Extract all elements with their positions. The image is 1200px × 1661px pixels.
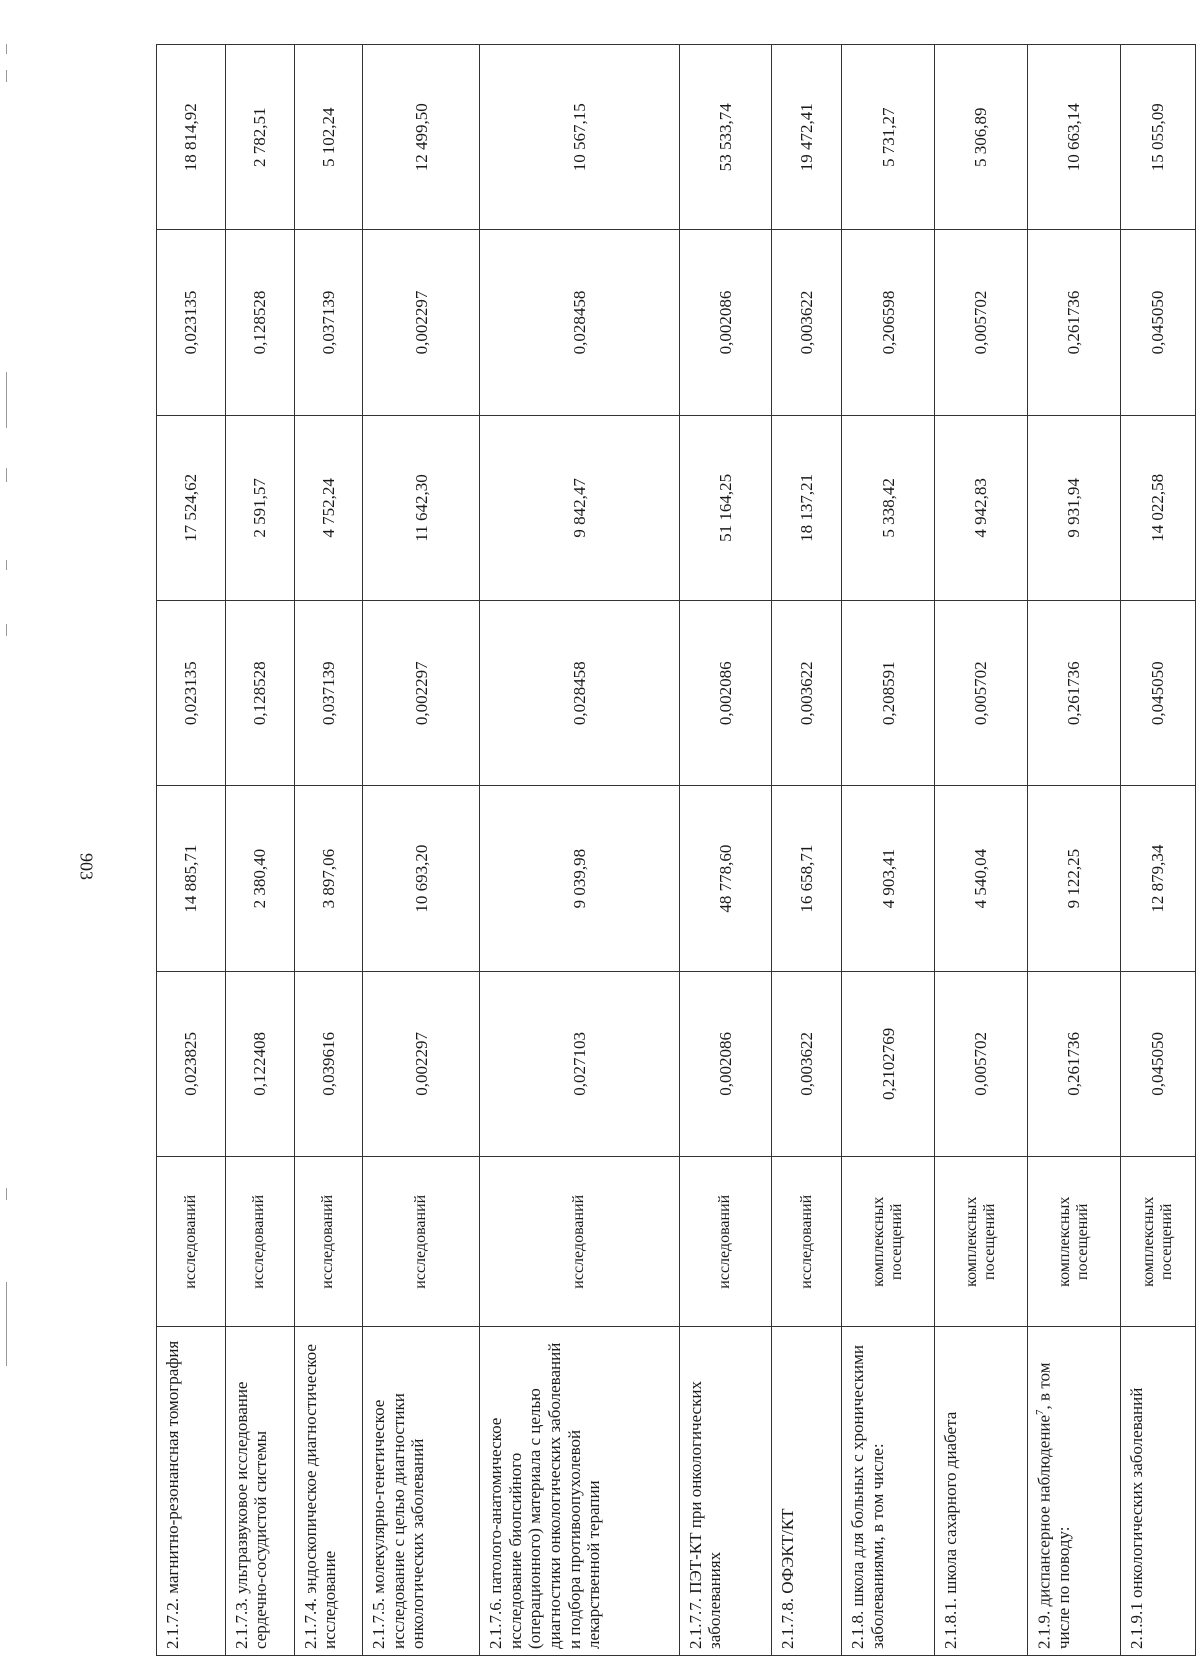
value-cell: 0,037139 xyxy=(294,230,363,415)
table-row xyxy=(1121,45,1196,1656)
row-unit: комплексных посещений xyxy=(935,1157,1028,1327)
table-row xyxy=(679,45,772,1656)
value-cell: 5 338,42 xyxy=(842,415,935,600)
value-cell: 2 782,51 xyxy=(225,45,294,230)
value-cell: 0,003622 xyxy=(772,971,842,1156)
row-name: 2.1.8.1. школа сахарного диабета xyxy=(935,1327,1028,1656)
value-cell: 0,261736 xyxy=(1028,230,1121,415)
value-cell: 0,005702 xyxy=(935,971,1028,1156)
value-cell: 0,002297 xyxy=(363,971,480,1156)
table-row xyxy=(294,45,363,1656)
row-name: 2.1.7.2. магнитно-резонансная томография xyxy=(157,1327,226,1656)
value-cell: 0,023825 xyxy=(157,971,226,1156)
value-cell: 10 693,20 xyxy=(363,786,480,971)
value-cell: 12 879,34 xyxy=(1121,786,1196,971)
value-cell: 14 022,58 xyxy=(1121,415,1196,600)
value-cell: 5 731,27 xyxy=(842,45,935,230)
value-cell: 48 778,60 xyxy=(679,786,772,971)
row-name: 2.1.7.5. молекулярно-генетическое исследование с целью диагностики онкологических заболеваний xyxy=(363,1327,480,1656)
value-cell: 53 533,74 xyxy=(679,45,772,230)
row-name xyxy=(1028,1327,1121,1656)
value-cell: 0,027103 xyxy=(480,971,679,1156)
row-name: 2.1.9.1 онкологических заболеваний xyxy=(1121,1327,1196,1656)
table-wrapper xyxy=(156,44,1196,1656)
value-cell: 0,002297 xyxy=(363,230,480,415)
value-cell: 17 524,62 xyxy=(157,415,226,600)
table-row xyxy=(1028,45,1121,1656)
value-cell: 0,122408 xyxy=(225,971,294,1156)
value-cell: 0,003622 xyxy=(772,230,842,415)
row-name: 2.1.7.6. патолого-анатомическое исследование биопсийного (операционного) материала с целью диагностики онкологических заболеваний и подбора противоопухолевой лекарственной терапии xyxy=(480,1327,679,1656)
value-cell: 0,003622 xyxy=(772,601,842,786)
value-cell: 4 752,24 xyxy=(294,415,363,600)
value-cell: 11 642,30 xyxy=(363,415,480,600)
value-cell: 4 942,83 xyxy=(935,415,1028,600)
value-cell: 9 039,98 xyxy=(480,786,679,971)
row-unit: исследований xyxy=(294,1157,363,1327)
row-name: 2.1.7.8. ОФЭКТ/КТ xyxy=(772,1327,842,1656)
value-cell: 0,005702 xyxy=(935,230,1028,415)
value-cell: 5 306,89 xyxy=(935,45,1028,230)
value-cell: 5 102,24 xyxy=(294,45,363,230)
value-cell: 4 540,04 xyxy=(935,786,1028,971)
row-name: 2.1.8. школа для больных с хроническими заболеваниями, в том числе: xyxy=(842,1327,935,1656)
value-cell: 0,037139 xyxy=(294,601,363,786)
row-name: 2.1.7.7. ПЭТ-КТ при онкологических заболеваниях xyxy=(679,1327,772,1656)
value-cell: 18 137,21 xyxy=(772,415,842,600)
row-unit: исследований xyxy=(679,1157,772,1327)
value-cell: 0,261736 xyxy=(1028,971,1121,1156)
row-name: 2.1.7.4. эндоскопическое диагностическое исследование xyxy=(294,1327,363,1656)
row-name-text: , в том числе по поводу: xyxy=(1034,1362,1074,1649)
table-row xyxy=(363,45,480,1656)
value-cell: 0,002086 xyxy=(679,971,772,1156)
value-cell: 0,208591 xyxy=(842,601,935,786)
value-cell: 0,045050 xyxy=(1121,230,1196,415)
row-unit: комплексных посещений xyxy=(1121,1157,1196,1327)
row-unit: комплексных посещений xyxy=(842,1157,935,1327)
value-cell: 0,005702 xyxy=(935,601,1028,786)
value-cell: 0,045050 xyxy=(1121,971,1196,1156)
rotated-table-container xyxy=(156,44,1196,1656)
value-cell: 0,002086 xyxy=(679,601,772,786)
value-cell: 0,2102769 xyxy=(842,971,935,1156)
value-cell: 18 814,92 xyxy=(157,45,226,230)
table-row xyxy=(842,45,935,1656)
row-name-text: 2.1.9. диспансерное наблюдение xyxy=(1034,1414,1054,1649)
page-number: 903 xyxy=(76,853,97,880)
row-unit: исследований xyxy=(157,1157,226,1327)
value-cell: 9 931,94 xyxy=(1028,415,1121,600)
table-row xyxy=(157,45,226,1656)
scan-margin-marks xyxy=(6,0,9,1661)
row-unit: комплексных посещений xyxy=(1028,1157,1121,1327)
value-cell: 0,002297 xyxy=(363,601,480,786)
row-unit: исследований xyxy=(480,1157,679,1327)
value-cell: 10 663,14 xyxy=(1028,45,1121,230)
value-cell: 14 885,71 xyxy=(157,786,226,971)
footnote-marker: 7 xyxy=(1034,1409,1047,1415)
value-cell: 9 122,25 xyxy=(1028,786,1121,971)
tariff-table xyxy=(156,44,1196,1656)
row-unit: исследований xyxy=(225,1157,294,1327)
value-cell: 0,028458 xyxy=(480,230,679,415)
value-cell: 4 903,41 xyxy=(842,786,935,971)
table-row xyxy=(225,45,294,1656)
row-unit: исследований xyxy=(772,1157,842,1327)
value-cell: 0,128528 xyxy=(225,230,294,415)
row-name: 2.1.7.3. ультразвуковое исследование сердечно-сосудистой системы xyxy=(225,1327,294,1656)
value-cell: 0,002086 xyxy=(679,230,772,415)
value-cell: 0,261736 xyxy=(1028,601,1121,786)
value-cell: 0,023135 xyxy=(157,601,226,786)
value-cell: 2 380,40 xyxy=(225,786,294,971)
table-row xyxy=(935,45,1028,1656)
value-cell: 0,039616 xyxy=(294,971,363,1156)
table-row xyxy=(772,45,842,1656)
value-cell: 19 472,41 xyxy=(772,45,842,230)
value-cell: 0,128528 xyxy=(225,601,294,786)
value-cell: 0,023135 xyxy=(157,230,226,415)
value-cell: 15 055,09 xyxy=(1121,45,1196,230)
table-row xyxy=(480,45,679,1656)
value-cell: 12 499,50 xyxy=(363,45,480,230)
value-cell: 0,045050 xyxy=(1121,601,1196,786)
row-unit: исследований xyxy=(363,1157,480,1327)
value-cell: 51 164,25 xyxy=(679,415,772,600)
value-cell: 0,028458 xyxy=(480,601,679,786)
value-cell: 3 897,06 xyxy=(294,786,363,971)
value-cell: 2 591,57 xyxy=(225,415,294,600)
value-cell: 9 842,47 xyxy=(480,415,679,600)
value-cell: 0,206598 xyxy=(842,230,935,415)
value-cell: 10 567,15 xyxy=(480,45,679,230)
value-cell: 16 658,71 xyxy=(772,786,842,971)
